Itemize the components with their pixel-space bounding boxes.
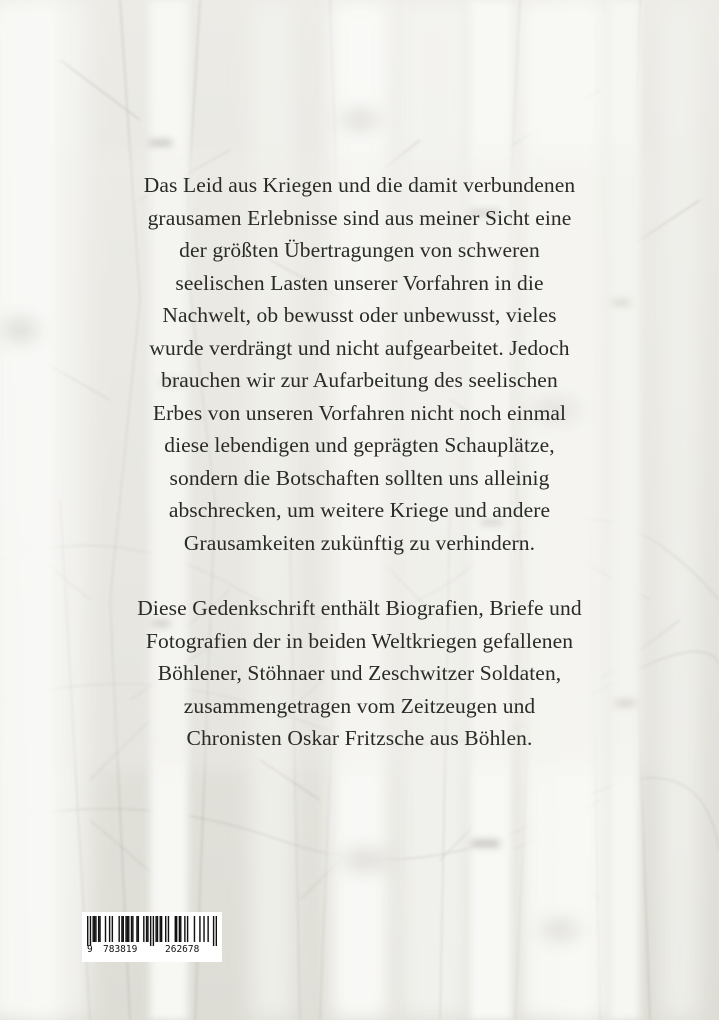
barcode-bar	[94, 916, 95, 942]
barcode-right-group: 262678	[165, 944, 200, 955]
barcode-bar	[143, 916, 144, 942]
barcode-bar	[147, 916, 148, 942]
barcode-bar	[109, 916, 110, 942]
barcode-bar	[136, 916, 137, 942]
text-line: diese lebendigen und geprägten Schauplätze,	[164, 433, 555, 457]
barcode-bar	[155, 916, 156, 942]
barcode-bar	[125, 916, 126, 942]
barcode-bar	[128, 916, 129, 942]
barcode-bar	[216, 916, 217, 946]
barcode-bar	[112, 916, 113, 942]
barcode-bar	[92, 916, 93, 942]
barcode-bar	[207, 916, 208, 942]
barcode-bar	[90, 916, 91, 946]
barcode-bar	[176, 916, 177, 942]
barcode-bar	[150, 916, 151, 946]
barcode-bar	[123, 916, 124, 942]
barcode-bar	[160, 916, 161, 942]
barcode-bar	[168, 916, 169, 942]
barcode-bar	[179, 916, 180, 942]
text-line: Das Leid aus Kriegen und die damit verbundenen	[143, 173, 576, 197]
barcode-bar	[138, 916, 139, 942]
text-line: Chronisten Oskar Fritzsche aus Böhlen.	[186, 726, 533, 750]
barcode-bar	[184, 916, 185, 942]
barcode-bar	[132, 916, 133, 942]
barcode-bar	[161, 916, 162, 942]
barcode-bars	[87, 916, 217, 946]
text-line: Böhlener, Stöhnaer und Zeschwitzer Soldaten,	[157, 661, 562, 685]
text-line: Fotografien der in beiden Weltkriegen gefallenen	[145, 628, 574, 653]
barcode-bar	[175, 916, 176, 942]
isbn-barcode	[82, 912, 222, 962]
barcode-bar	[153, 916, 154, 946]
text-line: Grausamkeiten zukünftig zu verhindern.	[183, 530, 536, 555]
text-line: der größten Übertragungen von schweren	[179, 238, 540, 262]
text-line: grausamen Erlebnisse sind aus meiner Sicht eine	[147, 205, 572, 230]
text-line: Nachwelt, ob bewusst oder unbewusst, vieles	[162, 303, 557, 327]
barcode-bar	[87, 916, 88, 946]
text-line: sondern die Botschaften sollten uns alleinig	[169, 465, 550, 490]
barcode-bar	[187, 916, 188, 942]
barcode-bar	[165, 916, 166, 942]
barcode-bar	[121, 916, 122, 942]
text-line: Diese Gedenkschrift enthält Biografien, Briefe und	[137, 596, 582, 620]
barcode-bar	[194, 916, 195, 942]
barcode-bar	[199, 916, 200, 942]
text-line: zusammengetragen vom Zeitzeugen und	[183, 693, 536, 718]
barcode-lead-digit: 9	[87, 944, 93, 955]
barcode-bar	[213, 916, 214, 946]
barcode-digits	[82, 944, 222, 958]
barcode-bar	[131, 916, 132, 942]
barcode-bar	[146, 916, 147, 942]
text-line: abschrecken, um weitere Kriege und andere	[168, 498, 551, 522]
barcode-bar	[95, 916, 96, 942]
barcode-bar	[127, 916, 128, 942]
description-paragraph	[40, 592, 679, 755]
barcode-bar	[105, 916, 106, 942]
text-line: wurde verdrängt und nicht aufgearbeitet. Jedoch	[149, 335, 570, 360]
barcode-bar	[118, 916, 119, 942]
intro-paragraph	[40, 169, 679, 559]
barcode-bar	[157, 916, 158, 942]
barcode-left-group: 783819	[103, 944, 138, 955]
text-line: seelischen Lasten unserer Vorfahren in die	[175, 270, 544, 295]
text-line: brauchen wir zur Aufarbeitung des seelischen	[161, 368, 558, 392]
barcode-bar	[99, 916, 100, 942]
barcode-bar	[98, 916, 99, 942]
barcode-bar	[180, 916, 181, 942]
barcode-bar	[203, 916, 204, 942]
text-line: Erbes von unseren Vorfahren nicht noch einmal	[152, 400, 567, 425]
